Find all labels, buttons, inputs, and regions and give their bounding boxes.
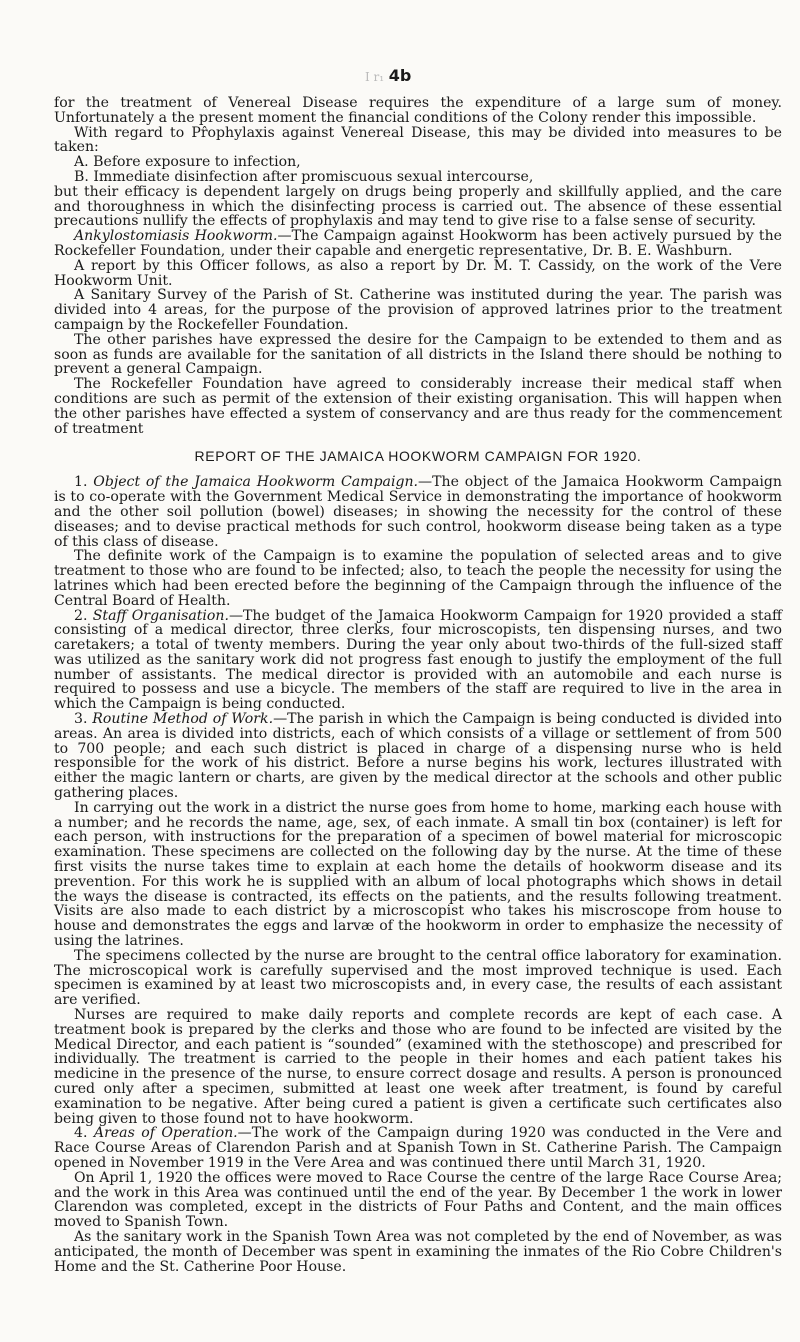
paragraph: The Rockefeller Foundation have agreed to considerably increase their medical staff when conditions are such as permit of the extension of their existing organisation. This will happen when the other parishes have effected a system of conservancy and are thus ready for the commencement of treatment — [54, 376, 782, 437]
paragraph: A report by this Officer follows, as also a report by Dr. M. T. Cassidy, on the work of the Vere Hookworm Unit. — [54, 257, 782, 289]
paragraph: Nurses are required to make daily reports and complete records are kept of each case. A treatment book is prepared by the clerks and those who are found to be infected are visited by the Medical Director, and each patient is “sounded” (examined with the stethoscope) and prescribed for individually. The treatment is carried to the people in their homes and each patient takes his medicine in the presence of the nurse, to ensure correct dosage and results. A person is pronounced cured only after a specimen, submitted at least one week after treatment, is found by careful examination to be negative. After being cured a patient is given a certificate such certificates also being given to those found not to have hookworm. — [54, 1007, 782, 1127]
paragraph — [54, 609, 782, 713]
section-heading: Areas of Operation. — [93, 1125, 238, 1142]
section-heading: Routine Method of Work. — [92, 711, 274, 728]
section-heading: Ankylostomiasis Hookworm. — [74, 228, 278, 245]
paragraph: The definite work of the Campaign is to examine the population of selected areas and to give treatment to those who are found to be infected; also, to teach the people the necessity for using the latrines which had been erected before the beginning of the Campaign through the influence of the Central Board of Health. — [54, 548, 782, 609]
report-title: REPORT OF THE JAMAICA HOOKWORM CAMPAIGN FOR 1920. — [194, 448, 642, 465]
paragraph — [54, 712, 782, 801]
paragraph: for the treatment of Venereal Disease requires the expenditure of a large sum of money. Unfortunately a the present moment the financial conditions of the Colony render this impossible. — [54, 95, 782, 126]
paragraph-text: —The work of the Campaign during 1920 was conducted in the Vere and Race Course Areas of Clarendon Parish and at Spanish Town in St. Catherine Parish. The Campaign opened in November 1919 in the Vere Area and was continued there until March 31, 1920. — [54, 1125, 782, 1171]
paragraph: As the sanitary work in the Spanish Town Area was not completed by the end of November, as was anticipated, the month of December was spent in examining the inmates of the Rio Cobre Children's Home and the St. Catherine Poor House. — [54, 1228, 782, 1275]
list-item: A. Before exposure to infection, — [74, 154, 301, 171]
paragraph — [54, 1126, 782, 1170]
list-item: B. Immediate disinfection after promiscuous sexual intercourse, — [74, 168, 534, 185]
paragraph — [54, 229, 782, 259]
section-number: 1. — [74, 474, 88, 491]
section-heading: Staff Organisation. — [92, 607, 229, 624]
page-number: 4b — [388, 66, 412, 85]
section-heading: Object of the Jamaica Hookworm Campaign. — [93, 474, 419, 491]
paragraph: but their efficacy is dependent largely on drugs being properly and skillfully applied, and the care and thoroughness in which the disinfecting process is carried out. The absence of these essential precautions nullify the effects of prophylaxis and may tend to give rise to a false sense of security. — [54, 183, 782, 230]
stray-mark: I r₁ — [365, 70, 385, 84]
paragraph: The specimens collected by the nurse are brought to the central office laboratory for examination. The microscopical work is carefully supervised and the most improved technique is used. Each specimen is examined by at least two microscopists and, in every case, the results of each assistant are verified. — [54, 947, 782, 1009]
paragraph: The other parishes have expressed the desire for the Campaign to be extended to them and as soon as funds are available for the sanitation of all districts in the Island there should be nothing to prevent a general Campaign. — [54, 331, 782, 378]
section-number: 4. — [74, 1125, 88, 1142]
paragraph — [54, 475, 782, 549]
paragraph-text: —The budget of the Jamaica Hookworm Campaign for 1920 provided a staff consisting of a medical director, three clerks, four microscopists, ten dispensing nurses, and two caretakers; a total of twenty members. During the year only about two-thirds of the full-sized staff was utilized as the sanitary work did not progress fast enough to justify the employment of the full number of assistants. The medical director is provided with an automobile and each nurse is required to possess and use a bicycle. The members of the staff are required to live in the area in which the Campaign is being conducted. — [54, 607, 782, 713]
paragraph-text: —The parish in which the Campaign is being conducted is divided into areas. An area is divided into districts, each of which consists of a village or settlement of from 500 to 700 people; and each such district is placed in charge of a dispensing nurse who is held responsible for the work of his district. Before a nurse begins his work, lectures illustrated with either the magic lantern or charts, are given by the medical director at the schools and other public gathering places. — [54, 711, 783, 802]
section-number: 3. — [74, 711, 88, 728]
paragraph: A Sanitary Survey of the Parish of St. Catherine was instituted during the year. The parish was divided into 4 areas, for the purpose of the provision of approved latrines prior to the treatment campaign by the Rockefeller Foundation. — [54, 287, 782, 333]
paragraph: On April 1, 1920 the offices were moved to Race Course the centre of the large Race Course Area; and the work in this Area was continued until the end of the year. By December 1 the work in lower Clarendon was completed, except in the districts of Four Paths and Content, and the main offices moved to Spanish Town. — [54, 1169, 782, 1231]
paragraph: In carrying out the work in a district the nurse goes from home to home, marking each house with a number; and he records the name, age, sex, of each inmate. A small tin box (container) is left for each person, with instructions for the preparation of a specimen of bowel material for microscopic examination. These specimens are collected on the following day by the nurse. At the time of these first visits the nurse takes time to explain at each home the details of hookworm disease and its prevention. For this work he is supplied with an album of local photographs which shows in detail the ways the disease is contracted, its effects on the patients, and the results following treatment. Visits are also made to each district by a microscopist who takes his miscroscope from house to house and demonstrates the eggs and larvæ of the hookworm in order to emphasize the necessity of using the latrines. — [54, 799, 782, 950]
section-number: 2. — [74, 607, 88, 624]
paragraph: With regard to Pr̂ophylaxis against Venereal Disease, this may be divided into measures to be taken: — [54, 124, 782, 156]
paragraph-text: —The Campaign against Hookworm has been actively pursued by the Rockefeller Foundation, under their capable and energetic representative, Dr. B. E. Washburn. — [54, 228, 782, 259]
paragraph-text: —The object of the Jamaica Hookworm Campaign is to co-operate with the Government Medical Service in demonstrating the importance of hookworm and the other soil pollution (bowel) diseases; in showing the necessity for the control of these diseases; and to devise practical methods for such control, hookworm disease being taken as a type of this class of disease. — [54, 474, 782, 550]
